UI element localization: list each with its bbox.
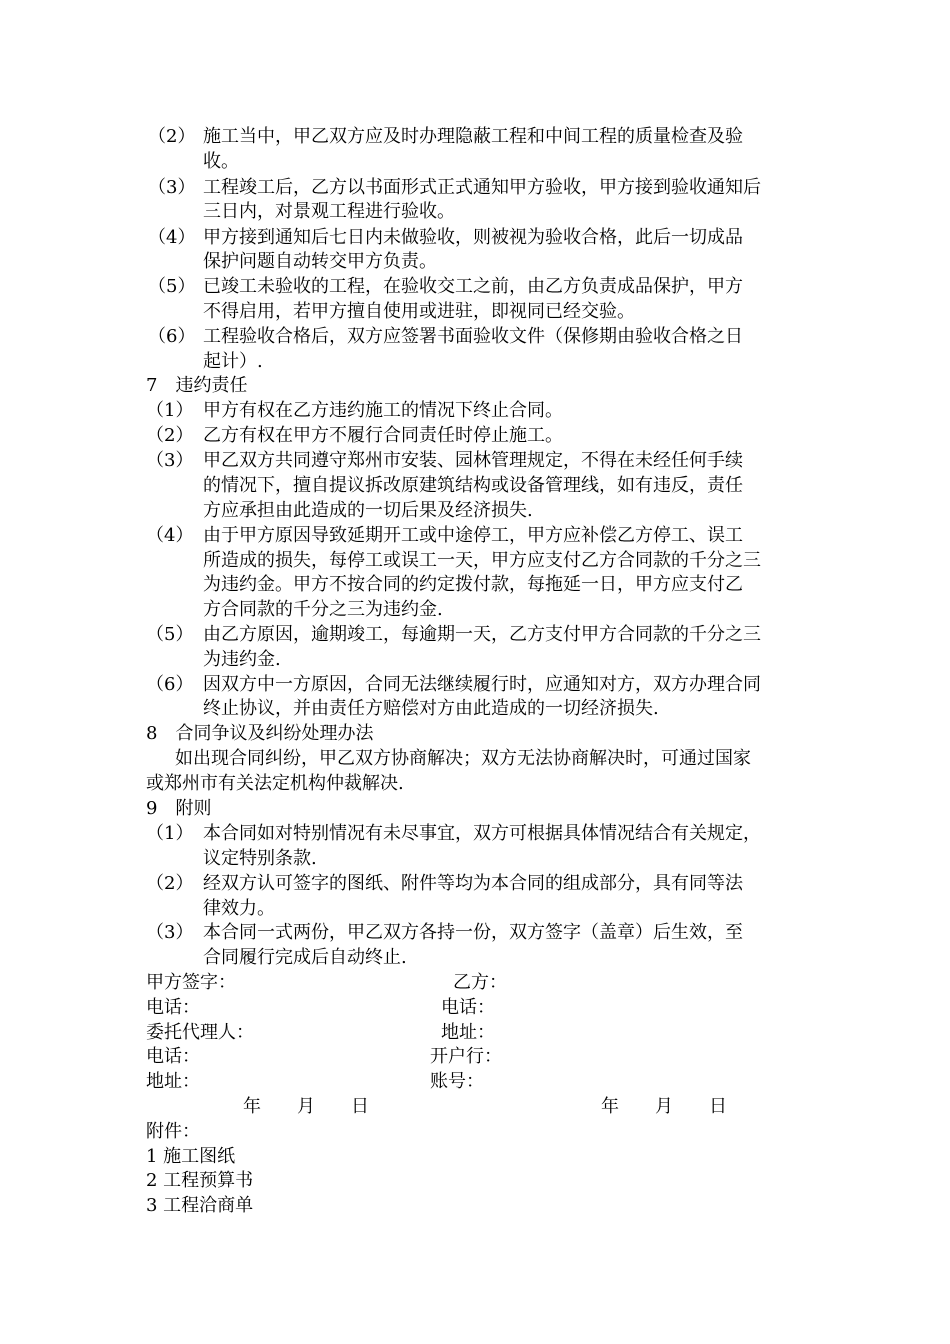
party-b-label: 乙方： bbox=[453, 972, 507, 993]
clause-line: 乙方有权在甲方不履行合同责任时停止施工。 bbox=[203, 425, 563, 446]
clause-line: 终止协议，并由责任方赔偿对方由此造成的一切经济损失. bbox=[203, 698, 659, 719]
clause-number: （1） bbox=[146, 400, 194, 421]
clause-number: （1） bbox=[146, 823, 194, 844]
clause-line: 的情况下，擅自提议拆改原建筑结构或设备管理线，如有违反，责任 bbox=[203, 475, 743, 496]
clause-number: （4） bbox=[146, 525, 194, 546]
party-a-agent-phone-label: 电话： bbox=[146, 1046, 200, 1067]
section-heading: 7 违约责任 bbox=[146, 375, 248, 396]
clause-line: 不得启用，若甲方擅自使用或进驻，即视同已经交验。 bbox=[203, 301, 635, 322]
clause-number: （3） bbox=[146, 922, 194, 943]
clause-line: 甲乙双方共同遵守郑州市安装、园林管理规定，不得在未经任何手续 bbox=[203, 450, 743, 471]
clause-line: 为违约金. bbox=[203, 649, 281, 670]
clause-line: 由于甲方原因导致延期开工或中途停工，甲方应补偿乙方停工、误工 bbox=[203, 525, 743, 546]
clause-number: （2） bbox=[148, 126, 196, 147]
attachment-label: 2 工程预算书 bbox=[146, 1170, 254, 1191]
clause-line: 工程验收合格后，双方应签署书面验收文件（保修期由验收合格之日 bbox=[203, 326, 743, 347]
clause-line: 施工当中，甲乙双方应及时办理隐蔽工程和中间工程的质量检查及验 bbox=[203, 126, 743, 147]
paragraph-line: 或郑州市有关法定机构仲裁解决. bbox=[146, 773, 404, 794]
section-heading: 9 附则 bbox=[146, 798, 212, 819]
clause-number: （3） bbox=[146, 450, 194, 471]
clause-number: （6） bbox=[148, 326, 196, 347]
clause-number: （4） bbox=[148, 227, 196, 248]
clause-line: 经双方认可签字的图纸、附件等均为本合同的组成部分，具有同等法 bbox=[203, 873, 743, 894]
clause-number: （6） bbox=[146, 674, 194, 695]
attachments-heading: 附件： bbox=[146, 1121, 200, 1142]
party-a-date: 年 月 日 bbox=[243, 1096, 369, 1117]
party-a-address-label: 地址： bbox=[146, 1071, 200, 1092]
clause-line: 本合同如对特别情况有未尽事宜，双方可根据具体情况结合有关规定， bbox=[203, 823, 761, 844]
clause-line: 保护问题自动转交甲方负责。 bbox=[203, 251, 437, 272]
section-heading: 8 合同争议及纠纷处理办法 bbox=[146, 723, 374, 744]
party-a-signature-label: 甲方签字： bbox=[146, 972, 236, 993]
party-a-phone-label: 电话： bbox=[146, 997, 200, 1018]
clause-number: （3） bbox=[148, 177, 196, 198]
party-b-phone-label: 电话： bbox=[441, 997, 495, 1018]
clause-line: 议定特别条款. bbox=[203, 848, 317, 869]
clause-line: 方应承担由此造成的一切后果及经济损失. bbox=[203, 500, 533, 521]
clause-line: 本合同一式两份，甲乙双方各持一份，双方签字（盖章）后生效，至 bbox=[203, 922, 743, 943]
clause-line: 已竣工未验收的工程，在验收交工之前，由乙方负责成品保护，甲方 bbox=[203, 276, 743, 297]
clause-line: 起计）. bbox=[203, 351, 263, 372]
clause-line: 甲方有权在乙方违约施工的情况下终止合同。 bbox=[203, 400, 563, 421]
attachment-label: 3 工程洽商单 bbox=[146, 1195, 254, 1216]
party-a-agent-label: 委托代理人： bbox=[146, 1022, 254, 1043]
clause-line: 合同履行完成后自动终止. bbox=[203, 947, 407, 968]
party-b-bank-label: 开户行： bbox=[430, 1046, 502, 1067]
clause-number: （2） bbox=[146, 425, 194, 446]
clause-line: 工程竣工后，乙方以书面形式正式通知甲方验收，甲方接到验收通知后 bbox=[203, 177, 761, 198]
clause-number: （5） bbox=[146, 624, 194, 645]
clause-number: （5） bbox=[148, 276, 196, 297]
party-b-account-label: 账号： bbox=[430, 1071, 484, 1092]
paragraph-line: 如出现合同纠纷，甲乙双方协商解决；双方无法协商解决时，可通过国家 bbox=[175, 748, 751, 769]
party-b-address-label: 地址： bbox=[441, 1022, 495, 1043]
clause-line: 三日内，对景观工程进行验收。 bbox=[203, 201, 455, 222]
party-b-date: 年 月 日 bbox=[601, 1096, 727, 1117]
clause-line: 方合同款的千分之三为违约金. bbox=[203, 599, 443, 620]
clause-line: 甲方接到通知后七日内未做验收，则被视为验收合格，此后一切成品 bbox=[203, 227, 743, 248]
clause-line: 所造成的损失，每停工或误工一天，甲方应支付乙方合同款的千分之三 bbox=[203, 550, 761, 571]
clause-number: （2） bbox=[146, 873, 194, 894]
clause-line: 由乙方原因，逾期竣工，每逾期一天，乙方支付甲方合同款的千分之三 bbox=[203, 624, 761, 645]
clause-line: 为违约金。甲方不按合同的约定拨付款，每拖延一日，甲方应支付乙 bbox=[203, 574, 743, 595]
clause-line: 因双方中一方原因，合同无法继续履行时，应通知对方，双方办理合同 bbox=[203, 674, 761, 695]
clause-line: 收。 bbox=[203, 151, 239, 172]
attachment-label: 1 施工图纸 bbox=[146, 1146, 236, 1167]
clause-line: 律效力。 bbox=[203, 898, 275, 919]
